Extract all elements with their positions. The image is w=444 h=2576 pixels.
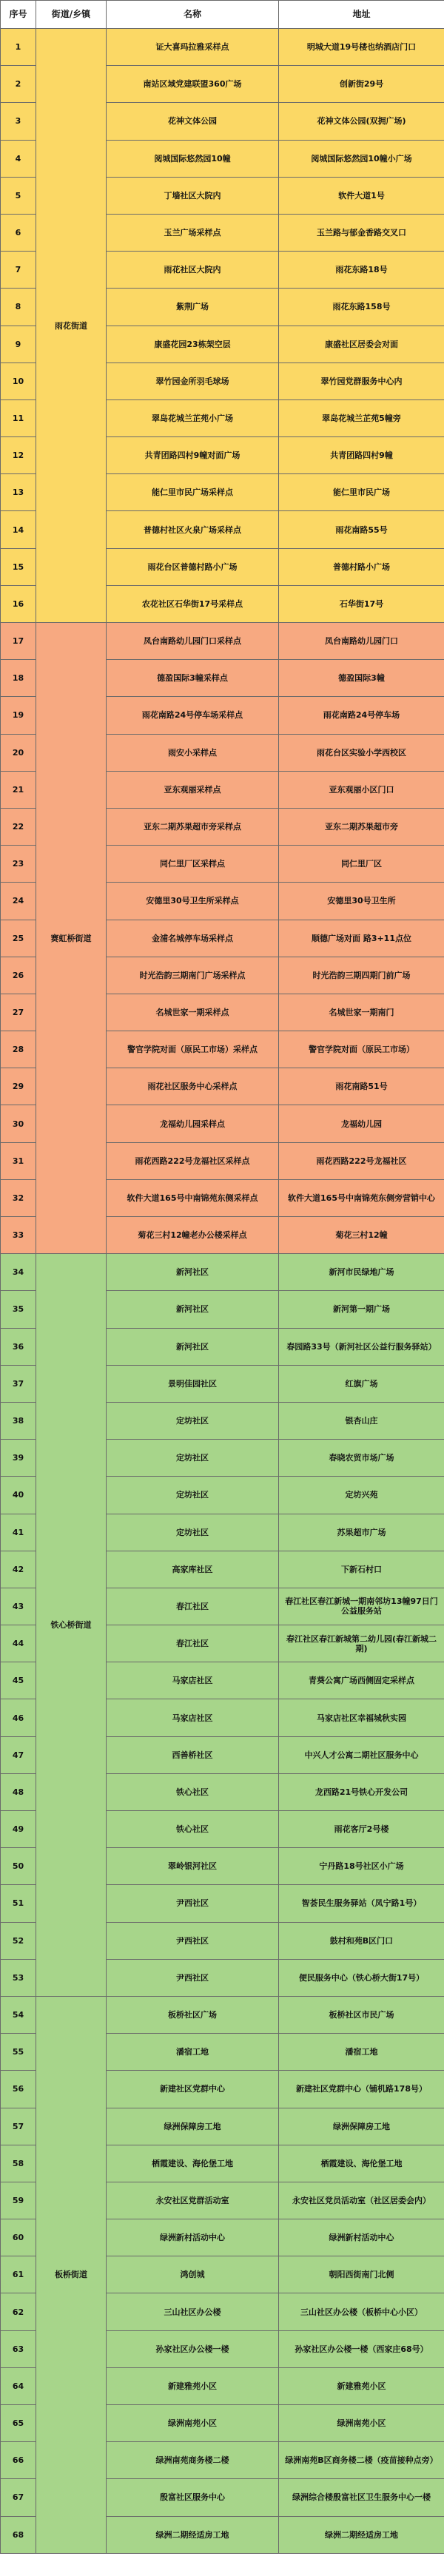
row-number: 30: [1, 1105, 36, 1142]
row-number: 59: [1, 2182, 36, 2219]
row-number: 39: [1, 1440, 36, 1477]
site-address-cell: 普德村路小广场: [279, 548, 444, 585]
row-number: 51: [1, 1885, 36, 1922]
site-address-cell: 红旗广场: [279, 1365, 444, 1402]
site-name-cell: 三山社区办公楼: [107, 2293, 279, 2330]
site-name-cell: 亚东二期苏果超市旁采样点: [107, 808, 279, 845]
site-name-cell: 绿洲南苑商务楼二楼: [107, 2442, 279, 2479]
site-address-cell: 玉兰路与郁金香路交叉口: [279, 214, 444, 251]
site-name-cell: 同仁里厂区采样点: [107, 846, 279, 883]
row-number: 12: [1, 437, 36, 474]
row-number: 22: [1, 808, 36, 845]
row-number: 60: [1, 2219, 36, 2256]
site-address-cell: 新河市民绿地广场: [279, 1254, 444, 1291]
site-address-cell: 雨花南路24号停车场: [279, 697, 444, 734]
site-address-cell: 雨花台区实验小学西校区: [279, 734, 444, 771]
row-number: 68: [1, 2516, 36, 2553]
site-address-cell: 春江社区春江新城一期南邻坊13幢97日门公益服务站: [279, 1588, 444, 1625]
site-address-cell: 翠岛花城兰芷苑5幢旁: [279, 399, 444, 436]
site-name-cell: 雨花南路24号停车场采样点: [107, 697, 279, 734]
site-address-cell: 中兴人才公寓二期社区服务中心: [279, 1736, 444, 1773]
site-name-cell: 马家店社区: [107, 1699, 279, 1736]
site-name-cell: 共青团路四村9幢对面广场: [107, 437, 279, 474]
row-number: 29: [1, 1068, 36, 1105]
site-name-cell: 栖霞建设、海伦堡工地: [107, 2145, 279, 2182]
row-number: 47: [1, 1736, 36, 1773]
site-name-cell: 雨花西路222号龙福社区采样点: [107, 1142, 279, 1179]
site-name-cell: 定坊社区: [107, 1514, 279, 1551]
header-address: 地址: [279, 1, 444, 29]
row-number: 41: [1, 1514, 36, 1551]
site-address-cell: 警官学院对面（原民工市场）: [279, 1031, 444, 1068]
street-cell: 板桥街道: [36, 1996, 107, 2553]
site-name-cell: 绿洲南苑小区: [107, 2405, 279, 2442]
site-name-cell: 雨花社区服务中心采样点: [107, 1068, 279, 1105]
site-address-cell: 苏果超市广场: [279, 1514, 444, 1551]
site-address-cell: 雨花客厅2号楼: [279, 1811, 444, 1848]
site-name-cell: 雨安小采样点: [107, 734, 279, 771]
row-number: 53: [1, 1959, 36, 1996]
site-address-cell: 顺德广场对面 路3+11点位: [279, 920, 444, 957]
site-address-cell: 春园路33号（新河社区公益行服务驿站）: [279, 1328, 444, 1365]
row-number: 62: [1, 2293, 36, 2330]
table-row: [1, 1254, 444, 1291]
row-number: 27: [1, 994, 36, 1031]
row-number: 7: [1, 252, 36, 289]
site-address-cell: 龙福幼儿园: [279, 1105, 444, 1142]
site-name-cell: 阅城国际悠然园10幢: [107, 140, 279, 177]
row-number: 11: [1, 399, 36, 436]
site-name-cell: 新建社区党群中心: [107, 2071, 279, 2108]
row-number: 15: [1, 548, 36, 585]
row-number: 52: [1, 1922, 36, 1959]
row-number: 49: [1, 1811, 36, 1848]
site-name-cell: 景明佳园社区: [107, 1365, 279, 1402]
site-address-cell: 凤台南路幼儿园门口: [279, 623, 444, 660]
site-address-cell: 雨花西路222号龙福社区: [279, 1142, 444, 1179]
site-name-cell: 新建雅苑小区: [107, 2367, 279, 2404]
site-name-cell: 金浦名城停车场采样点: [107, 920, 279, 957]
row-number: 61: [1, 2256, 36, 2293]
site-address-cell: 绿洲保障房工地: [279, 2108, 444, 2145]
site-name-cell: 绿洲新村活动中心: [107, 2219, 279, 2256]
row-number: 28: [1, 1031, 36, 1068]
site-address-cell: 龙西路21号铁心开发公司: [279, 1773, 444, 1810]
site-name-cell: 鸿创城: [107, 2256, 279, 2293]
table-row: [1, 623, 444, 660]
site-name-cell: 翠竹园金所羽毛球场: [107, 363, 279, 399]
row-number: 10: [1, 363, 36, 399]
site-name-cell: 新河社区: [107, 1291, 279, 1328]
site-name-cell: 亚东观丽采样点: [107, 771, 279, 808]
row-number: 37: [1, 1365, 36, 1402]
row-number: 9: [1, 326, 36, 363]
site-address-cell: 时光浩韵三期四期门前广场: [279, 957, 444, 994]
site-address-cell: 下新石村口: [279, 1551, 444, 1588]
site-name-cell: 尹西社区: [107, 1885, 279, 1922]
row-number: 48: [1, 1773, 36, 1810]
site-address-cell: 绿洲南苑B区商务楼二楼（疫苗接种点旁）: [279, 2442, 444, 2479]
site-address-cell: 菊花三村12幢: [279, 1217, 444, 1254]
site-name-cell: 软件大道165号中南锦苑东侧采样点: [107, 1179, 279, 1216]
site-address-cell: 潘宿工地: [279, 2034, 444, 2071]
row-number: 17: [1, 623, 36, 660]
site-address-cell: 雨花南路51号: [279, 1068, 444, 1105]
site-name-cell: 翠岛花城兰芷苑小广场: [107, 399, 279, 436]
row-number: 21: [1, 771, 36, 808]
site-name-cell: 西善桥社区: [107, 1736, 279, 1773]
site-address-cell: 能仁里市民广场: [279, 474, 444, 511]
table-row: [1, 1996, 444, 2033]
site-address-cell: 明城大道19号楼也纳酒店门口: [279, 29, 444, 66]
site-name-cell: 玉兰广场采样点: [107, 214, 279, 251]
site-address-cell: 鼓村和苑B区门口: [279, 1922, 444, 1959]
row-number: 25: [1, 920, 36, 957]
site-name-cell: 高家库社区: [107, 1551, 279, 1588]
site-address-cell: 软件大道1号: [279, 177, 444, 214]
site-address-cell: 新建雅苑小区: [279, 2367, 444, 2404]
site-name-cell: 雨花台区普德村路小广场: [107, 548, 279, 585]
site-name-cell: 普德村社区火泉广场采样点: [107, 511, 279, 548]
row-number: 33: [1, 1217, 36, 1254]
row-number: 6: [1, 214, 36, 251]
row-number: 65: [1, 2405, 36, 2442]
row-number: 8: [1, 289, 36, 326]
row-number: 18: [1, 660, 36, 697]
site-address-cell: 同仁里厂区: [279, 846, 444, 883]
row-number: 36: [1, 1328, 36, 1365]
site-address-cell: 雨花东路18号: [279, 252, 444, 289]
row-number: 19: [1, 697, 36, 734]
site-name-cell: 春江社区: [107, 1588, 279, 1625]
header-name: 名称: [107, 1, 279, 29]
site-name-cell: 花神文体公园: [107, 103, 279, 140]
site-address-cell: 三山社区办公楼（板桥中心小区）: [279, 2293, 444, 2330]
site-name-cell: 证大喜玛拉雅采样点: [107, 29, 279, 66]
site-name-cell: 定坊社区: [107, 1477, 279, 1514]
site-address-cell: 银杏山庄: [279, 1402, 444, 1439]
site-name-cell: 农花社区石华街17号采样点: [107, 585, 279, 622]
site-address-cell: 板桥社区市民广场: [279, 1996, 444, 2033]
row-number: 40: [1, 1477, 36, 1514]
street-cell: 雨花街道: [36, 29, 107, 623]
site-name-cell: 绿洲二期经适房工地: [107, 2516, 279, 2553]
row-number: 64: [1, 2367, 36, 2404]
row-number: 63: [1, 2330, 36, 2367]
site-name-cell: 紫荆广场: [107, 289, 279, 326]
row-number: 57: [1, 2108, 36, 2145]
site-address-cell: 栖霞建设、海伦堡工地: [279, 2145, 444, 2182]
row-number: 16: [1, 585, 36, 622]
row-number: 55: [1, 2034, 36, 2071]
site-name-cell: 定坊社区: [107, 1440, 279, 1477]
row-number: 20: [1, 734, 36, 771]
site-address-cell: 软件大道165号中南锦苑东侧旁营销中心: [279, 1179, 444, 1216]
row-number: 14: [1, 511, 36, 548]
site-address-cell: 朝阳西街南门北侧: [279, 2256, 444, 2293]
site-name-cell: 马家店社区: [107, 1662, 279, 1699]
row-number: 31: [1, 1142, 36, 1179]
site-address-cell: 便民服务中心（铁心桥大街17号）: [279, 1959, 444, 1996]
row-number: 35: [1, 1291, 36, 1328]
row-number: 67: [1, 2479, 36, 2516]
site-name-cell: 板桥社区广场: [107, 1996, 279, 2033]
site-name-cell: 时光浩韵三期南门广场采样点: [107, 957, 279, 994]
site-address-cell: 安德里30号卫生所: [279, 883, 444, 920]
row-number: 43: [1, 1588, 36, 1625]
row-number: 13: [1, 474, 36, 511]
site-name-cell: 新河社区: [107, 1328, 279, 1365]
site-name-cell: 安德里30号卫生所采样点: [107, 883, 279, 920]
site-name-cell: 尹西社区: [107, 1959, 279, 1996]
site-address-cell: 永安社区党员活动室（社区居委会内）: [279, 2182, 444, 2219]
row-number: 26: [1, 957, 36, 994]
row-number: 23: [1, 846, 36, 883]
site-address-cell: 青葵公寓广场西侧固定采样点: [279, 1662, 444, 1699]
row-number: 50: [1, 1848, 36, 1885]
row-number: 44: [1, 1625, 36, 1662]
row-number: 66: [1, 2442, 36, 2479]
site-name-cell: 警官学院对面（原民工市场）采样点: [107, 1031, 279, 1068]
site-address-cell: 绿洲二期经适房工地: [279, 2516, 444, 2553]
site-name-cell: 绿洲保障房工地: [107, 2108, 279, 2145]
table-row: [1, 29, 444, 66]
site-name-cell: 雨花社区大院内: [107, 252, 279, 289]
row-number: 54: [1, 1996, 36, 2033]
site-address-cell: 花神文体公园(双拥广场): [279, 103, 444, 140]
site-address-cell: 德盈国际3幢: [279, 660, 444, 697]
site-address-cell: 春江社区春江新城第二幼儿园(春江新城二期): [279, 1625, 444, 1662]
row-number: 34: [1, 1254, 36, 1291]
site-address-cell: 亚东观丽小区门口: [279, 771, 444, 808]
site-address-cell: 康盛社区居委会对面: [279, 326, 444, 363]
site-address-cell: 绿洲南苑小区: [279, 2405, 444, 2442]
site-name-cell: 尹西社区: [107, 1922, 279, 1959]
site-name-cell: 殷富社区服务中心: [107, 2479, 279, 2516]
site-name-cell: 永安社区党群活动室: [107, 2182, 279, 2219]
site-address-cell: 宁丹路18号社区小广场: [279, 1848, 444, 1885]
row-number: 4: [1, 140, 36, 177]
site-address-cell: 孙家社区办公楼一楼（西家庄68号）: [279, 2330, 444, 2367]
site-name-cell: 丁墙社区大院内: [107, 177, 279, 214]
table-header-row: [1, 1, 444, 29]
site-address-cell: 亚东二期苏果超市旁: [279, 808, 444, 845]
site-address-cell: 定坊兴苑: [279, 1477, 444, 1514]
row-number: 24: [1, 883, 36, 920]
row-number: 3: [1, 103, 36, 140]
site-address-cell: 春晓农贸市场广场: [279, 1440, 444, 1477]
site-name-cell: 铁心社区: [107, 1773, 279, 1810]
row-number: 46: [1, 1699, 36, 1736]
site-address-cell: 绿洲新村活动中心: [279, 2219, 444, 2256]
site-name-cell: 龙福幼儿园采样点: [107, 1105, 279, 1142]
row-number: 58: [1, 2145, 36, 2182]
site-address-cell: 马家店社区幸福城秋实园: [279, 1699, 444, 1736]
site-name-cell: 新河社区: [107, 1254, 279, 1291]
site-address-cell: 绿洲综合楼殷富社区卫生服务中心一楼: [279, 2479, 444, 2516]
site-address-cell: 新河第一期广场: [279, 1291, 444, 1328]
site-name-cell: 潘宿工地: [107, 2034, 279, 2071]
street-cell: 赛虹桥街道: [36, 623, 107, 1254]
row-number: 38: [1, 1402, 36, 1439]
row-number: 2: [1, 66, 36, 103]
site-address-cell: 创新街29号: [279, 66, 444, 103]
site-address-cell: 阅城国际悠然园10幢小广场: [279, 140, 444, 177]
site-name-cell: 德盈国际3幢采样点: [107, 660, 279, 697]
site-name-cell: 凤台南路幼儿园门口采样点: [107, 623, 279, 660]
row-number: 32: [1, 1179, 36, 1216]
site-name-cell: 康盛花园23栋架空层: [107, 326, 279, 363]
site-name-cell: 翠岭银河社区: [107, 1848, 279, 1885]
site-address-cell: 翠竹园党群服务中心内: [279, 363, 444, 399]
site-address-cell: 雨花南路55号: [279, 511, 444, 548]
site-name-cell: 铁心社区: [107, 1811, 279, 1848]
site-name-cell: 名城世家一期采样点: [107, 994, 279, 1031]
site-name-cell: 菊花三村12幢老办公楼采样点: [107, 1217, 279, 1254]
site-address-cell: 共青团路四村9幢: [279, 437, 444, 474]
row-number: 42: [1, 1551, 36, 1588]
row-number: 45: [1, 1662, 36, 1699]
table-body: [1, 29, 444, 2554]
site-address-cell: 智荟民生服务驿站（凤宁路1号）: [279, 1885, 444, 1922]
site-name-cell: 春江社区: [107, 1625, 279, 1662]
site-name-cell: 定坊社区: [107, 1402, 279, 1439]
site-name-cell: 能仁里市民广场采样点: [107, 474, 279, 511]
header-street: 街道/乡镇: [36, 1, 107, 29]
site-address-cell: 新建社区党群中心（铺机路178号）: [279, 2071, 444, 2108]
site-address-cell: 名城世家一期南门: [279, 994, 444, 1031]
site-address-cell: 雨花东路158号: [279, 289, 444, 326]
street-cell: 铁心桥街道: [36, 1254, 107, 1997]
site-name-cell: 南站区域党建联盟360广场: [107, 66, 279, 103]
site-name-cell: 孙家社区办公楼一楼: [107, 2330, 279, 2367]
row-number: 5: [1, 177, 36, 214]
site-address-cell: 石华街17号: [279, 585, 444, 622]
row-number: 56: [1, 2071, 36, 2108]
row-number: 1: [1, 29, 36, 66]
header-no: 序号: [1, 1, 36, 29]
